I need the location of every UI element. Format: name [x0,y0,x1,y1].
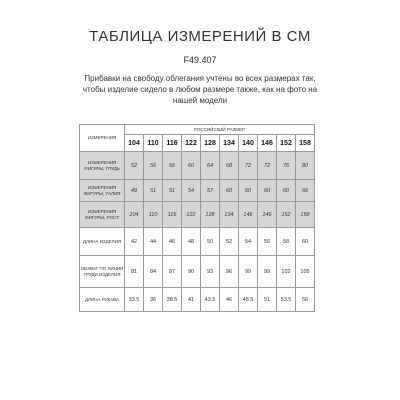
value-cell: 60 [220,180,239,202]
size-header-cell: 152 [277,135,296,152]
value-cell: 76 [277,152,296,180]
value-cell: 56 [163,152,182,180]
table-row [80,202,315,228]
value-cell: 42 [125,228,144,256]
value-cell: 93 [201,256,220,288]
table-row [80,256,315,288]
article-number: F49.407 [183,55,217,65]
size-header-cell: 158 [296,135,315,152]
value-cell: 33.5 [125,288,144,312]
table-header-group-row [80,125,315,135]
value-cell: 51 [144,180,163,202]
value-cell: 152 [277,202,296,228]
row-label: ОБХВАТ ПО ЛИНИИ ГРУДИ ИЗДЕЛИЯ [80,256,125,288]
group-label: РОССИЙСКИЙ РАЗМЕР [125,125,315,135]
fit-note: Прибавки на свободу облегания учтены во всех размерах так, чтобы изделие сидело в любом размере также, как на фото на нашей модели [82,74,318,105]
value-cell: 54 [239,228,258,256]
value-cell: 105 [296,256,315,288]
value-cell: 50 [201,228,220,256]
value-cell: 110 [144,202,163,228]
size-header-cell: 116 [163,135,182,152]
row-label: ИЗМЕРЕНИЯ ФИГУРЫ, ТАЛИЯ [80,180,125,202]
value-cell: 60 [277,180,296,202]
value-cell: 58 [277,228,296,256]
value-cell: 99 [239,256,258,288]
value-cell: 146 [239,202,258,228]
table-row [80,152,315,180]
value-cell: 84 [144,256,163,288]
row-label: ДЛИНА ИЗДЕЛИЯ [80,228,125,256]
value-cell: 36 [144,288,163,312]
size-header-cell: 140 [239,135,258,152]
value-cell: 146 [258,202,277,228]
value-cell: 49 [125,180,144,202]
size-header-cell: 128 [201,135,220,152]
value-cell: 53.5 [277,288,296,312]
table-row [80,180,315,202]
value-cell: 134 [220,202,239,228]
value-cell: 72 [258,152,277,180]
value-cell: 44 [144,228,163,256]
value-cell: 64 [201,152,220,180]
size-header-cell: 122 [182,135,201,152]
value-cell: 56 [296,288,315,312]
value-cell: 41 [182,288,201,312]
value-cell: 54 [182,180,201,202]
value-cell: 128 [201,202,220,228]
value-cell: 116 [163,202,182,228]
size-header-cell: 104 [125,135,144,152]
value-cell: 99 [258,256,277,288]
value-cell: 43.5 [201,288,220,312]
size-header-cell: 146 [258,135,277,152]
value-cell: 90 [182,256,201,288]
corner-label: ИЗМЕРЕНИЯ [80,125,125,152]
page-title: ТАБЛИЦА ИЗМЕРЕНИЙ В СМ [89,28,311,45]
value-cell: 57 [201,180,220,202]
value-cell: 56 [144,152,163,180]
value-cell: 38.5 [163,288,182,312]
value-cell: 66 [296,180,315,202]
value-cell: 80 [296,152,315,180]
size-table [79,124,315,312]
value-cell: 68 [220,152,239,180]
row-label: ИЗМЕРЕНИЯ ФИГУРЫ, ГРУДЬ [80,152,125,180]
value-cell: 46 [220,288,239,312]
value-cell: 104 [125,202,144,228]
row-label: ИЗМЕРЕНИЯ ФИГУРЫ, РОСТ [80,202,125,228]
value-cell: 60 [239,180,258,202]
value-cell: 46 [163,228,182,256]
value-cell: 56 [258,228,277,256]
table-row [80,288,315,312]
value-cell: 102 [277,256,296,288]
size-header-cell: 134 [220,135,239,152]
value-cell: 48.5 [239,288,258,312]
value-cell: 81 [125,256,144,288]
value-cell: 52 [125,152,144,180]
value-cell: 48 [182,228,201,256]
value-cell: 72 [239,152,258,180]
value-cell: 51 [163,180,182,202]
value-cell: 60 [296,228,315,256]
value-cell: 96 [220,256,239,288]
row-label: ДЛИНА РУКАВА [80,288,125,312]
value-cell: 122 [182,202,201,228]
value-cell: 87 [163,256,182,288]
table-row [80,228,315,256]
value-cell: 60 [258,180,277,202]
value-cell: 51 [258,288,277,312]
value-cell: 52 [220,228,239,256]
value-cell: 60 [182,152,201,180]
size-header-cell: 110 [144,135,163,152]
value-cell: 158 [296,202,315,228]
